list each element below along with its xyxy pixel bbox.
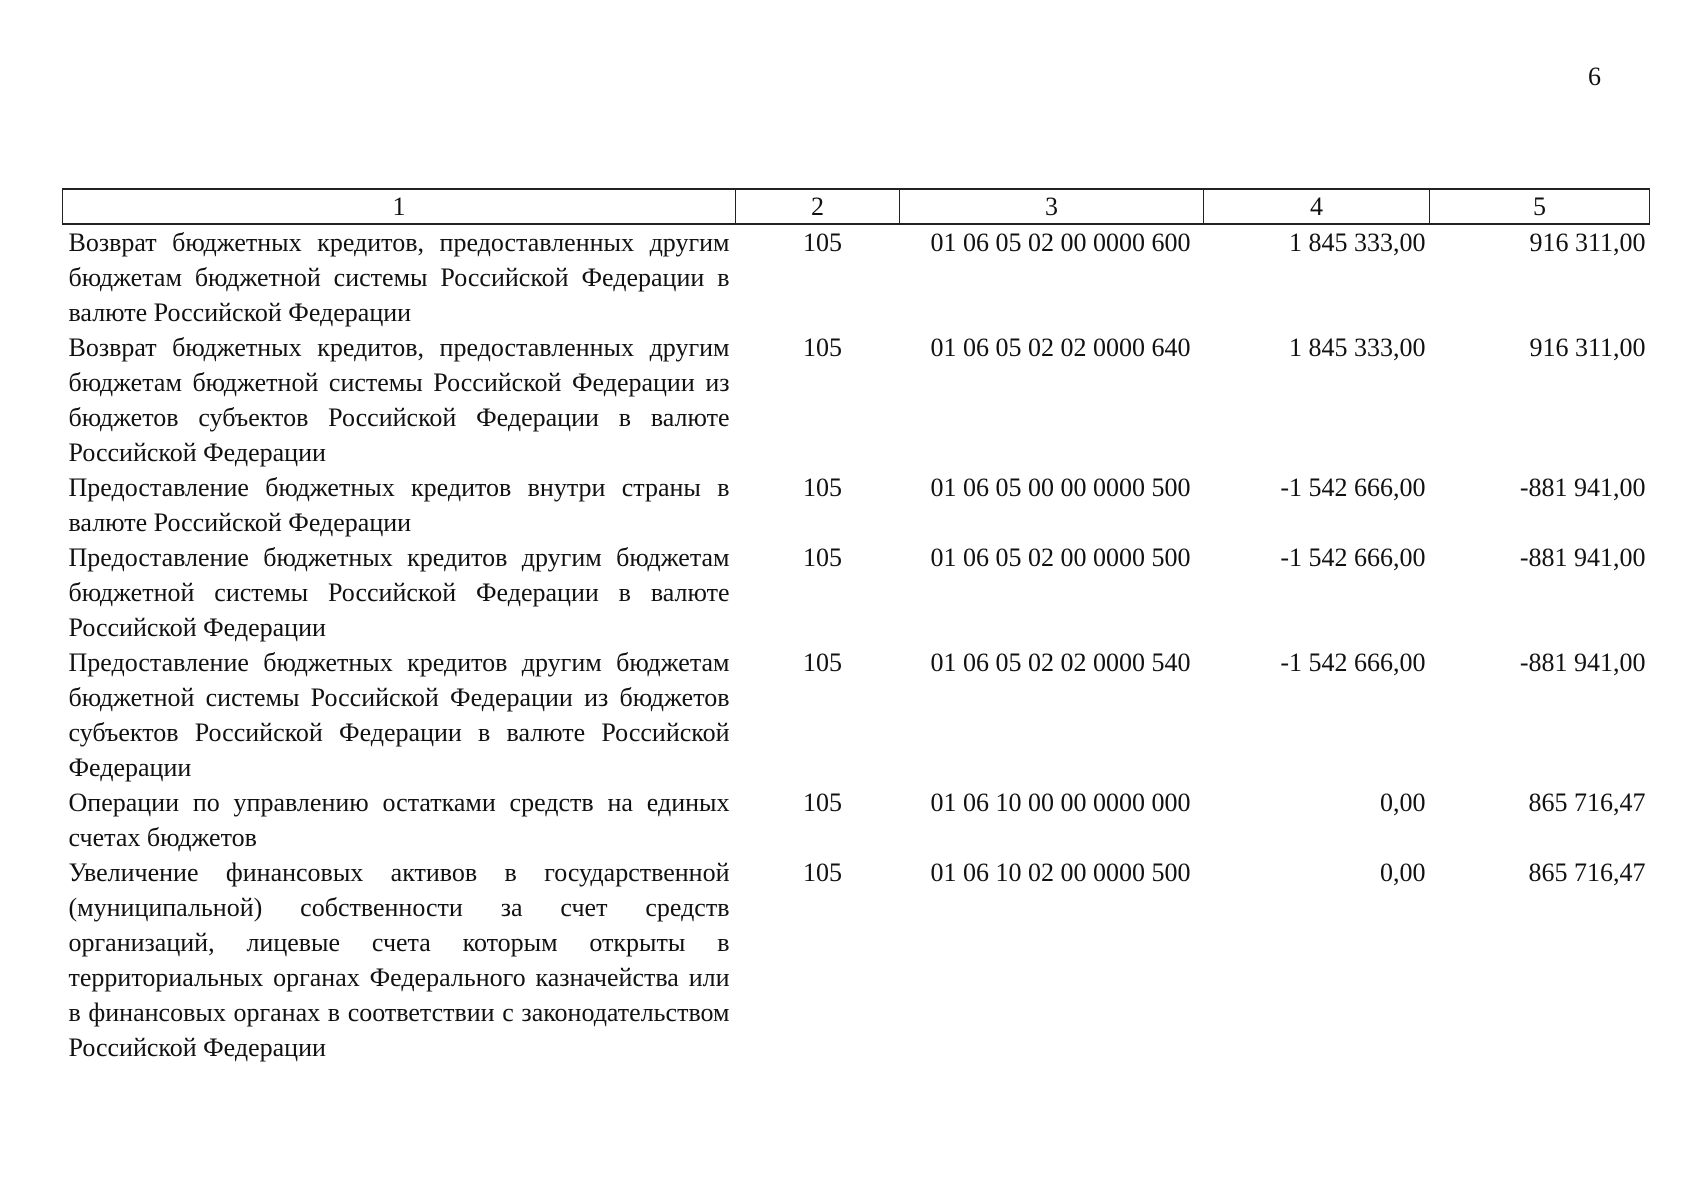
column-header-2: 2 <box>736 189 900 224</box>
row-sum-1: 1 845 333,00 <box>1289 228 1426 257</box>
table-row <box>63 330 1650 470</box>
row-admin-code: 105 <box>803 858 842 887</box>
row-sum-1: -1 542 666,00 <box>1280 543 1426 572</box>
row-admin-code: 105 <box>803 473 842 502</box>
row-budget-code: 01 06 10 00 00 0000 000 <box>930 788 1191 817</box>
row-sum-1: 0,00 <box>1380 788 1426 817</box>
column-header-4: 4 <box>1204 189 1430 224</box>
table-row <box>63 470 1650 540</box>
row-admin-code: 105 <box>803 228 842 257</box>
table-row <box>63 645 1650 785</box>
row-budget-code: 01 06 05 00 00 0000 500 <box>930 473 1191 502</box>
row-name: Предоставление бюджетных кредитов внутри страны в валюте Российской Федерации <box>68 473 730 537</box>
table-row <box>63 224 1650 330</box>
column-header-3: 3 <box>900 189 1204 224</box>
row-sum-1: 1 845 333,00 <box>1289 333 1426 362</box>
table-row <box>63 540 1650 645</box>
row-sum-2: 916 311,00 <box>1529 228 1646 257</box>
row-sum-2: -881 941,00 <box>1519 648 1646 677</box>
row-admin-code: 105 <box>803 543 842 572</box>
row-sum-1: -1 542 666,00 <box>1280 473 1426 502</box>
row-sum-1: -1 542 666,00 <box>1280 648 1426 677</box>
row-budget-code: 01 06 10 02 00 0000 500 <box>930 858 1191 887</box>
table-row <box>63 785 1650 855</box>
row-name: Возврат бюджетных кредитов, предоставленных другим бюджетам бюджетной системы Российской Федерации из бюджетов субъектов Российской Федерации в валюте Российской Федерации <box>68 333 730 467</box>
row-name: Увеличение финансовых активов в государственной (муниципальной) собственности за счет средств организаций, лицевые счета которым открыты в территориальных органах Федерального казначейства или в финансовых органах в соответствии с законодательством Российской Федерации <box>68 858 730 1062</box>
column-header-5: 5 <box>1430 189 1650 224</box>
row-budget-code: 01 06 05 02 00 0000 500 <box>930 543 1191 572</box>
budget-sources-table <box>62 188 1650 1065</box>
row-name: Предоставление бюджетных кредитов другим бюджетам бюджетной системы Российской Федерации из бюджетов субъектов Российской Федерации в валюте Российской Федерации <box>68 648 730 782</box>
row-sum-2: 916 311,00 <box>1529 333 1646 362</box>
row-sum-1: 0,00 <box>1380 858 1426 887</box>
table-row <box>63 855 1650 1065</box>
row-sum-2: 865 716,47 <box>1528 858 1646 887</box>
row-admin-code: 105 <box>803 333 842 362</box>
column-header-1: 1 <box>63 189 736 224</box>
row-sum-2: 865 716,47 <box>1528 788 1646 817</box>
table-header-row <box>63 189 1650 224</box>
row-sum-2: -881 941,00 <box>1519 473 1646 502</box>
row-admin-code: 105 <box>803 648 842 677</box>
row-budget-code: 01 06 05 02 00 0000 600 <box>930 228 1191 257</box>
row-budget-code: 01 06 05 02 02 0000 540 <box>930 648 1191 677</box>
row-name: Операции по управлению остатками средств на единых счетах бюджетов <box>68 788 730 852</box>
row-budget-code: 01 06 05 02 02 0000 640 <box>930 333 1191 362</box>
row-admin-code: 105 <box>803 788 842 817</box>
row-name: Предоставление бюджетных кредитов другим бюджетам бюджетной системы Российской Федерации в валюте Российской Федерации <box>68 543 730 642</box>
page-number: 6 <box>1588 62 1601 91</box>
row-sum-2: -881 941,00 <box>1519 543 1646 572</box>
row-name: Возврат бюджетных кредитов, предоставленных другим бюджетам бюджетной системы Российской Федерации в валюте Российской Федерации <box>68 228 730 327</box>
